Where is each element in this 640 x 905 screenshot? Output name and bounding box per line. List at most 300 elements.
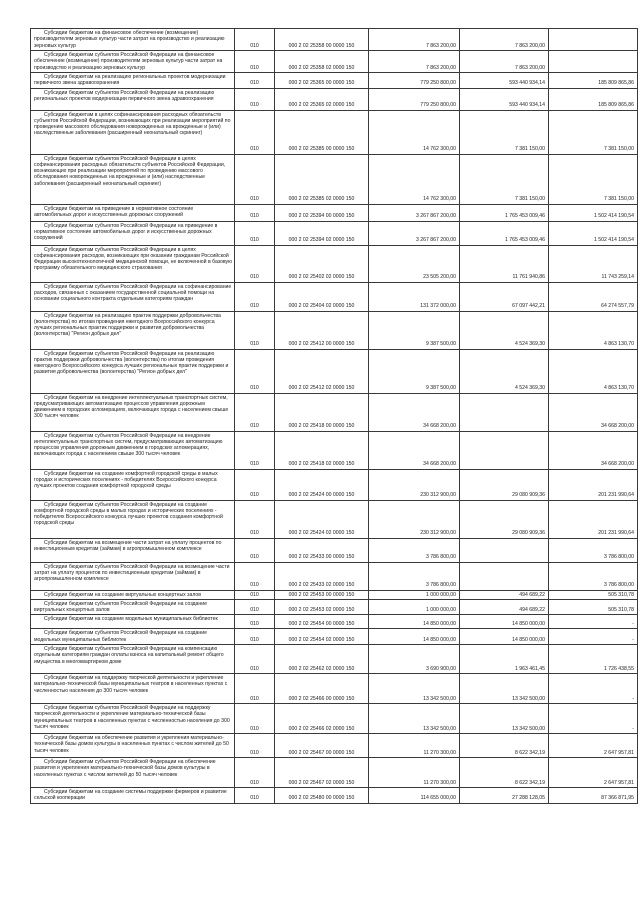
unexecuted-amount-cell [549,154,638,204]
line-code-text: 010 [250,146,259,153]
executed-amount-text: 13 342 500,00 [512,725,545,732]
budget-classification-code-text: 000 2 02 25453 00 0000 150 [288,591,355,598]
table-row [31,349,638,393]
table-row [31,311,638,349]
approved-assignments-cell [369,311,460,349]
executed-amount-cell [460,393,549,431]
approved-assignments-text: 11 270 300,00 [423,779,456,786]
unexecuted-amount-text: 34 668 200,00 [601,461,634,468]
budget-classification-code-text: 000 2 02 25433 02 0000 150 [288,582,355,589]
executed-amount-text: 14 850 000,00 [512,636,545,643]
line-code-text: 010 [250,636,259,643]
budget-classification-code-cell [275,204,369,221]
line-code-cell [235,349,275,393]
executed-amount-cell [460,154,549,204]
budget-classification-code-cell [275,282,369,311]
unexecuted-amount-cell [549,349,638,393]
unexecuted-amount-text: 505 310,78 [608,607,634,614]
line-code-cell [235,110,275,154]
line-code-cell [235,590,275,599]
executed-amount-text: 593 440 934,14 [509,102,545,109]
approved-assignments-text: 114 655 000,00 [420,795,456,802]
line-code-text: 010 [250,554,259,561]
unexecuted-amount-cell [549,73,638,89]
line-code-cell [235,154,275,204]
line-code-text: 010 [250,303,259,310]
budget-classification-code-cell [275,758,369,788]
approved-assignments-cell [369,734,460,758]
budget-classification-code-text: 000 2 02 25412 02 0000 150 [288,385,355,392]
executed-amount-text: 593 440 934,14 [509,80,545,87]
executed-amount-cell [460,88,549,110]
line-code-text: 010 [250,274,259,281]
table-row [31,29,638,51]
approved-assignments-cell [369,204,460,221]
indicator-name-text: Субсидии бюджетам на финансовое обеспечение (возмещение) производителям зерновых культур части затрат на производство и реализацию зерновых культур [34,30,225,49]
table-row [31,704,638,734]
table-row [31,500,638,538]
unexecuted-amount-text: - [632,695,634,702]
indicator-name-text: Субсидии бюджетам на реализацию практик поддержки добровольчества (волонтерства) по итогам проведения ежегодного Всероссийского конкурса лучших региональных практик поддержки и развития добровольчества (волонтерства) "Регион добрых дел" [34,312,221,338]
budget-classification-code-text: 000 2 02 25467 02 0000 150 [288,779,355,786]
budget-classification-code-cell [275,538,369,562]
unexecuted-amount-text: 1 502 414 190,54 [593,237,634,244]
approved-assignments-cell [369,562,460,590]
approved-assignments-cell [369,393,460,431]
approved-assignments-text: 14 762 300,00 [423,146,456,153]
unexecuted-amount-cell [549,615,638,629]
unexecuted-amount-text: 87 366 871,95 [601,795,634,802]
indicator-name-text: Субсидии бюджетам субъектов Российской Федерации на создание модельных муниципальных библиотек [34,630,207,643]
executed-amount-text: 7 863 200,00 [514,64,545,71]
budget-classification-code-text: 000 2 02 25358 02 0000 150 [288,64,355,71]
executed-amount-cell [460,221,549,245]
line-code-text: 010 [250,385,259,392]
line-code-text: 010 [250,64,259,71]
indicator-name-cell [31,349,235,393]
approved-assignments-text: 14 850 000,00 [423,621,456,628]
table-row [31,73,638,89]
line-code-cell [235,629,275,645]
executed-amount-cell [460,645,549,674]
line-code-cell [235,245,275,282]
approved-assignments-text: 230 312 900,00 [420,492,456,499]
unexecuted-amount-text: 1 502 414 190,54 [593,213,634,220]
unexecuted-amount-cell [549,538,638,562]
unexecuted-amount-cell [549,393,638,431]
indicator-name-text: Субсидии бюджетам на обеспечение развития и укрепления материально-технической базы домов культуры в населенных пунктах с числом жителей до 50 тысяч человек [34,735,229,754]
indicator-name-cell [31,245,235,282]
table-row [31,282,638,311]
line-code-cell [235,788,275,804]
executed-amount-cell [460,51,549,73]
approved-assignments-text: 3 786 800,00 [425,582,456,589]
indicator-name-text: Субсидии бюджетам субъектов Российской Федерации на финансовое обеспечение (возмещение) производителям зерновых культур части затрат на производство и реализацию зерновых культур [34,52,223,71]
unexecuted-amount-cell [549,110,638,154]
executed-amount-text: 1 765 453 009,46 [504,213,545,220]
approved-assignments-text: 11 270 300,00 [423,749,456,756]
table-row [31,562,638,590]
approved-assignments-cell [369,349,460,393]
budget-classification-code-cell [275,110,369,154]
executed-amount-cell [460,311,549,349]
approved-assignments-text: 34 668 200,00 [423,461,456,468]
budget-classification-code-text: 000 2 02 25358 00 0000 150 [288,42,355,49]
unexecuted-amount-cell [549,758,638,788]
unexecuted-amount-text: 201 231 990,64 [598,492,634,499]
unexecuted-amount-text: 3 786 800,00 [603,554,634,561]
budget-classification-code-text: 000 2 02 25412 00 0000 150 [288,341,355,348]
executed-amount-text: 4 524 369,30 [514,385,545,392]
line-code-cell [235,431,275,469]
unexecuted-amount-cell [549,282,638,311]
line-code-cell [235,500,275,538]
unexecuted-amount-text: 3 786 800,00 [603,582,634,589]
line-code-text: 010 [250,749,259,756]
unexecuted-amount-text: 2 647 957,81 [603,749,634,756]
budget-classification-code-cell [275,393,369,431]
budget-classification-code-cell [275,562,369,590]
unexecuted-amount-cell [549,431,638,469]
approved-assignments-cell [369,674,460,704]
line-code-text: 010 [250,423,259,430]
line-code-cell [235,599,275,615]
line-code-text: 010 [250,530,259,537]
unexecuted-amount-text: - [632,636,634,643]
approved-assignments-text: 34 668 200,00 [423,423,456,430]
indicator-name-text: Субсидии бюджетам субъектов Российской Федерации на обеспечение развития и укрепления материально-технической базы домов культуры в населенных пунктах с числом жителей до 50 тысяч человек [34,759,216,778]
budget-classification-code-text: 000 2 02 25466 00 0000 150 [288,695,355,702]
approved-assignments-text: 1 000 000,00 [425,607,456,614]
approved-assignments-cell [369,704,460,734]
executed-amount-text: 27 288 128,05 [512,795,545,802]
budget-classification-code-text: 000 2 02 25385 00 0000 150 [288,146,355,153]
budget-classification-code-text: 000 2 02 25424 00 0000 150 [288,492,355,499]
unexecuted-amount-text: - [632,725,634,732]
approved-assignments-cell [369,221,460,245]
indicator-name-cell [31,393,235,431]
unexecuted-amount-text: 64 274 557,79 [601,303,634,310]
budget-classification-code-text: 000 2 02 25424 02 0000 150 [288,530,355,537]
approved-assignments-cell [369,599,460,615]
line-code-text: 010 [250,102,259,109]
approved-assignments-text: 7 863 200,00 [425,42,456,49]
indicator-name-cell [31,645,235,674]
table-row [31,431,638,469]
indicator-name-cell [31,29,235,51]
budget-classification-code-text: 000 2 02 25462 02 0000 150 [288,665,355,672]
executed-amount-text: 13 342 500,00 [512,695,545,702]
unexecuted-amount-cell [549,245,638,282]
line-code-cell [235,734,275,758]
executed-amount-cell [460,590,549,599]
indicator-name-cell [31,73,235,89]
indicator-name-cell [31,311,235,349]
executed-amount-text: 14 850 000,00 [512,621,545,628]
table-row [31,110,638,154]
executed-amount-text: 7 863 200,00 [514,42,545,49]
line-code-cell [235,29,275,51]
approved-assignments-text: 779 250 800,00 [420,102,456,109]
approved-assignments-text: 9 387 500,00 [425,341,456,348]
indicator-name-cell [31,282,235,311]
approved-assignments-text: 230 312 900,00 [420,530,456,537]
executed-amount-cell [460,431,549,469]
line-code-cell [235,393,275,431]
indicator-name-cell [31,788,235,804]
unexecuted-amount-cell [549,500,638,538]
executed-amount-cell [460,110,549,154]
budget-classification-code-cell [275,629,369,645]
approved-assignments-cell [369,758,460,788]
unexecuted-amount-cell [549,562,638,590]
approved-assignments-cell [369,110,460,154]
indicator-name-text: Субсидии бюджетам на создание системы поддержки фермеров и развитие сельской кооперации [34,789,227,802]
unexecuted-amount-text: 185 809 865,86 [598,80,634,87]
approved-assignments-text: 14 762 300,00 [423,196,456,203]
budget-classification-code-text: 000 2 02 25454 02 0000 150 [288,636,355,643]
indicator-name-cell [31,674,235,704]
line-code-text: 010 [250,607,259,614]
table-row [31,245,638,282]
approved-assignments-cell [369,282,460,311]
table-row [31,538,638,562]
budget-classification-code-text: 000 2 02 25453 02 0000 150 [288,607,355,614]
budget-classification-code-text: 000 2 02 25480 00 0000 150 [288,795,355,802]
executed-amount-cell [460,204,549,221]
indicator-name-text: Субсидии бюджетам на возмещение части затрат на уплату процентов по инвестиционным кредитам (займам) в агропромышленном комплексе [34,539,222,552]
budget-classification-code-cell [275,788,369,804]
indicator-name-text: Субсидии бюджетам субъектов Российской Федерации на создание комфортной городской среды в малых городах и исторических поселениях - победителях Всероссийского конкурса лучших проектов создания комфортной городской среды [34,501,223,527]
line-code-cell [235,538,275,562]
approved-assignments-cell [369,51,460,73]
revenue-table-body [31,29,638,804]
line-code-cell [235,282,275,311]
approved-assignments-cell [369,538,460,562]
line-code-cell [235,51,275,73]
executed-amount-cell [460,674,549,704]
unexecuted-amount-cell [549,674,638,704]
budget-execution-sheet [30,28,637,804]
approved-assignments-cell [369,245,460,282]
line-code-cell [235,758,275,788]
approved-assignments-text: 1 000 000,00 [425,591,456,598]
unexecuted-amount-text: 1 726 438,55 [603,665,634,672]
unexecuted-amount-text: 7 381 150,00 [603,196,634,203]
approved-assignments-cell [369,629,460,645]
indicator-name-cell [31,629,235,645]
unexecuted-amount-cell [549,629,638,645]
unexecuted-amount-cell [549,599,638,615]
unexecuted-amount-text: 7 381 150,00 [603,146,634,153]
executed-amount-cell [460,282,549,311]
line-code-cell [235,88,275,110]
approved-assignments-cell [369,590,460,599]
table-row [31,645,638,674]
line-code-text: 010 [250,237,259,244]
indicator-name-cell [31,562,235,590]
unexecuted-amount-cell [549,704,638,734]
line-code-text: 010 [250,795,259,802]
line-code-cell [235,311,275,349]
budget-classification-code-text: 000 2 02 25466 02 0000 150 [288,725,355,732]
executed-amount-text: 8 622 342,19 [514,779,545,786]
unexecuted-amount-cell [549,734,638,758]
indicator-name-cell [31,758,235,788]
indicator-name-cell [31,500,235,538]
budget-classification-code-text: 000 2 02 25365 02 0000 150 [288,102,355,109]
approved-assignments-cell [369,73,460,89]
budget-classification-code-cell [275,469,369,500]
line-code-cell [235,221,275,245]
executed-amount-cell [460,629,549,645]
indicator-name-cell [31,221,235,245]
unexecuted-amount-text: 4 863 130,70 [603,385,634,392]
budget-classification-code-cell [275,154,369,204]
table-row [31,674,638,704]
table-row [31,221,638,245]
table-row [31,469,638,500]
executed-amount-cell [460,73,549,89]
budget-classification-code-text: 000 2 02 25467 00 0000 150 [288,749,355,756]
table-row [31,204,638,221]
approved-assignments-text: 23 505 200,00 [423,274,456,281]
unexecuted-amount-cell [549,29,638,51]
budget-classification-code-text: 000 2 02 25418 00 0000 150 [288,423,355,430]
indicator-name-text: Субсидии бюджетам на внедрение интеллектуальных транспортных систем, предусматривающих автоматизацию процессов управления дорожным движением в городских агломерациях, включающих города с населением свыше 300 тысяч человек [34,394,229,420]
line-code-text: 010 [250,779,259,786]
approved-assignments-text: 3 786 800,00 [425,554,456,561]
line-code-text: 010 [250,492,259,499]
approved-assignments-cell [369,469,460,500]
budget-classification-code-cell [275,29,369,51]
indicator-name-text: Субсидии бюджетам на приведение в нормативное состояние автомобильных дорог и искусственных дорожных сооружений [34,205,194,218]
approved-assignments-cell [369,788,460,804]
indicator-name-cell [31,88,235,110]
unexecuted-amount-text: 2 647 957,81 [603,779,634,786]
unexecuted-amount-cell [549,645,638,674]
line-code-text: 010 [250,213,259,220]
unexecuted-amount-text: 4 863 130,70 [603,341,634,348]
line-code-text: 010 [250,582,259,589]
budget-classification-code-cell [275,734,369,758]
approved-assignments-cell [369,88,460,110]
indicator-name-text: Субсидии бюджетам на реализацию региональных проектов модернизации первичного звена здравоохранения [34,74,226,87]
budget-classification-code-cell [275,615,369,629]
line-code-text: 010 [250,665,259,672]
indicator-name-text: Субсидии бюджетам на создание модельных муниципальных библиотек [44,616,218,623]
unexecuted-amount-cell [549,221,638,245]
table-row [31,629,638,645]
unexecuted-amount-text: 201 231 990,64 [598,530,634,537]
unexecuted-amount-cell [549,88,638,110]
line-code-text: 010 [250,725,259,732]
table-row [31,758,638,788]
indicator-name-text: Субсидии бюджетам субъектов Российской Федерации на софинансирование расходов, связанных с оказанием государственной социальной помощи на основании социального контракта отдельным категориям граждан [34,283,232,303]
approved-assignments-text: 3 267 867 200,00 [415,213,456,220]
indicator-name-text: Субсидии бюджетам на поддержку творческой деятельности и укрепление материально-технической базы муниципальных театров в населенных пунктах с численностью населения до 300 тысяч человек [34,675,228,694]
table-row [31,788,638,804]
table-row [31,51,638,73]
indicator-name-cell [31,590,235,599]
line-code-text: 010 [250,341,259,348]
approved-assignments-cell [369,29,460,51]
executed-amount-text: 29 080 909,36 [512,492,545,499]
indicator-name-cell [31,469,235,500]
approved-assignments-cell [369,615,460,629]
executed-amount-cell [460,758,549,788]
approved-assignments-text: 14 850 000,00 [423,636,456,643]
indicator-name-cell [31,154,235,204]
indicator-name-text: Субсидии бюджетам на создание виртуальных концертных залов [44,591,202,598]
approved-assignments-text: 7 863 200,00 [425,64,456,71]
budget-classification-code-text: 000 2 02 25385 02 0000 150 [288,196,355,203]
unexecuted-amount-cell [549,51,638,73]
budget-classification-code-cell [275,590,369,599]
budget-classification-code-text: 000 2 02 25365 00 0000 150 [288,80,355,87]
budget-classification-code-text: 000 2 02 25433 00 0000 150 [288,554,355,561]
indicator-name-cell [31,110,235,154]
line-code-cell [235,204,275,221]
line-code-text: 010 [250,621,259,628]
indicator-name-text: Субсидии бюджетам субъектов Российской Федерации на реализацию практик поддержки добровольчества (волонтерства) по итогам проведения ежегодного Всероссийского конкурса лучших региональных практик поддержки и развития добровольчества (волонтерства) "Регион добрых дел" [34,350,229,376]
executed-amount-cell [460,704,549,734]
approved-assignments-text: 779 250 800,00 [420,80,456,87]
approved-assignments-text: 9 387 500,00 [425,385,456,392]
executed-amount-cell [460,469,549,500]
table-row [31,88,638,110]
indicator-name-cell [31,51,235,73]
table-row [31,599,638,615]
line-code-text: 010 [250,196,259,203]
approved-assignments-cell [369,154,460,204]
unexecuted-amount-cell [549,469,638,500]
indicator-name-cell [31,599,235,615]
budget-classification-code-text: 000 2 02 25394 00 0000 150 [288,213,355,220]
executed-amount-text: 8 622 342,19 [514,749,545,756]
indicator-name-cell [31,538,235,562]
line-code-text: 010 [250,42,259,49]
line-code-text: 010 [250,461,259,468]
executed-amount-text: 7 381 150,00 [514,146,545,153]
executed-amount-cell [460,562,549,590]
line-code-cell [235,469,275,500]
executed-amount-cell [460,349,549,393]
indicator-name-text: Субсидии бюджетам субъектов Российской Федерации на поддержку творческой деятельности и укрепление материально-технической базы муниципальных театров в населенных пунктах с численностью населения до 300 тысяч человек [34,705,230,730]
line-code-cell [235,73,275,89]
budget-classification-code-cell [275,500,369,538]
unexecuted-amount-text: 185 809 865,86 [598,102,634,109]
budget-classification-code-cell [275,599,369,615]
table-row [31,615,638,629]
executed-amount-text: 29 080 909,36 [512,530,545,537]
executed-amount-text: 11 761 940,86 [512,274,545,281]
approved-assignments-text: 3 690 900,00 [425,665,456,672]
unexecuted-amount-text: 34 668 200,00 [601,423,634,430]
budget-classification-code-cell [275,73,369,89]
executed-amount-text: 7 381 150,00 [514,196,545,203]
table-row [31,590,638,599]
executed-amount-text: 494 689,22 [519,607,545,614]
indicator-name-text: Субсидии бюджетам в целях софинансирования расходных обязательств субъектов Российской Федерации, возникающих при реализации мероприятий по проведению массового обследования новорожденных на врожденные и (или) наследственные заболевания (расширенный неонатальный скрининг) [34,111,231,137]
table-row [31,734,638,758]
indicator-name-text: Субсидии бюджетам на создание комфортной городской среды в малых городах и исторических поселениях - победителях Всероссийского конкурса лучших проектов создания комфортной городской среды [34,470,218,490]
budget-classification-code-cell [275,431,369,469]
line-code-cell [235,674,275,704]
table-row [31,393,638,431]
indicator-name-cell [31,734,235,758]
executed-amount-cell [460,599,549,615]
